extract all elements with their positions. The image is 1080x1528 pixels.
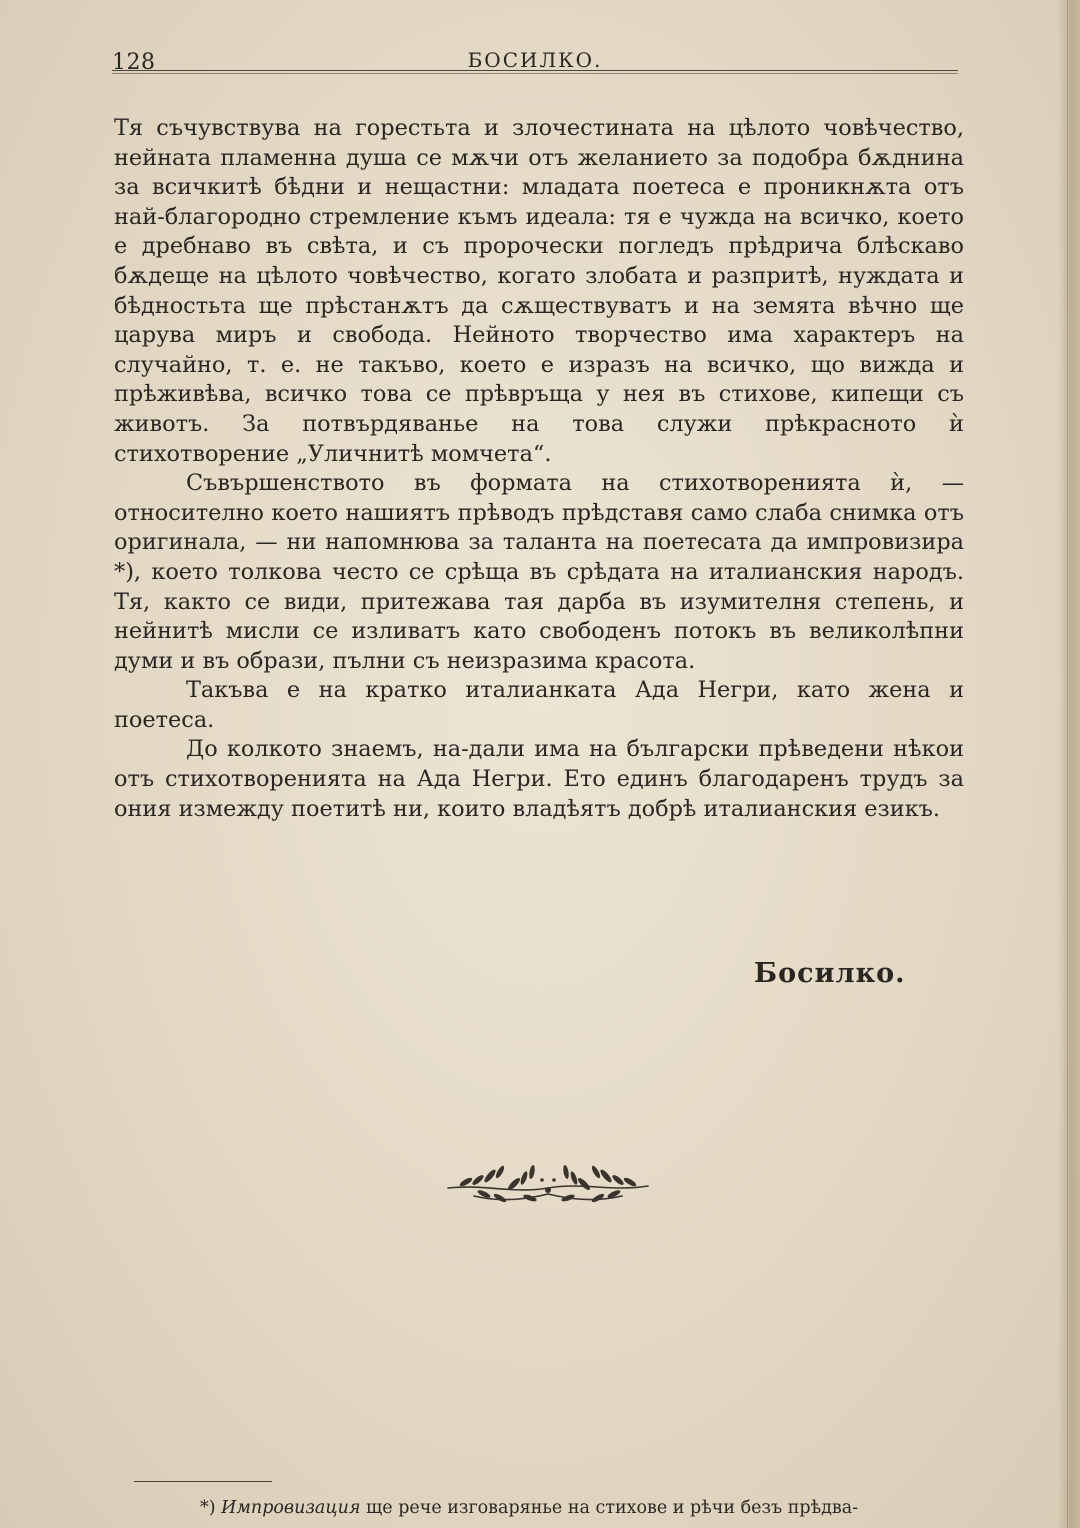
header-rule — [112, 70, 958, 71]
header-rule-secondary — [112, 73, 958, 74]
paragraph-1: Тя съчувствува на горестьта и злочестината на цѣлото човѣчество, нейната пламенна душа се мѫчи отъ желанието за подобра бѫднина за всичкитѣ бѣдни и нещастни: младата поетеса е проникнѫта отъ най-благородно стремление къмъ идеала: тя е чужда на всичко, което е дребнаво въ свѣта, и съ пророчески погледъ прѣдрича блѣскаво бѫдеще на цѣлото човѣчество, когато злобата и разпритѣ, нуждата и бѣдностьта ще прѣстанѫтъ да сѫществуватъ и на земята вѣчно ще царува миръ и свобода. Нейното творчество има характеръ на случайно, т. е. не такъво, което е изразъ на всичко, що вижда и прѣживѣва, всичко това се прѣвръща у нея въ стихове, кипещи съ животъ. За потвърдяванье на това служи прѣкрасното ѝ стихотворение „Уличнитѣ момчета“. — [114, 115, 964, 467]
footnote-rule — [134, 1481, 272, 1482]
page-number: 128 — [112, 50, 156, 75]
footnote-marker: *) — [200, 1498, 216, 1518]
footnote-term: Импровизация — [221, 1498, 361, 1518]
page-edge-shadow — [1058, 0, 1080, 1528]
leaf-garland-icon — [444, 1158, 652, 1210]
author-signature: Босилко. — [754, 958, 906, 989]
body-text — [114, 114, 964, 824]
footnote — [200, 1498, 980, 1518]
paragraph-3: Такъва е на кратко италианката Ада Негри, като жена и поетеса. — [114, 677, 964, 733]
running-title: БОСИЛКО. — [467, 48, 603, 72]
page-edge-line — [1067, 0, 1068, 1528]
paragraph-4: До колкото знаемъ, на-дали има на български прѣведени нѣкои отъ стихотворенията на Ада Негри. Ето единъ благодаренъ трудъ за ония измежду поетитѣ ни, които владѣятъ добрѣ италианския езикъ. — [114, 736, 964, 822]
paragraph-2: Съвършенството въ формата на стихотворенията ѝ, — относително което нашиятъ прѣводъ прѣдставя само слаба снимка отъ оригинала, — ни напомнюва за таланта на поетесата да импровизира *), което толкова често се срѣща въ срѣдата на италианския народъ. Тя, както се види, притежава тая дарба въ изумителня степень, и нейнитѣ мисли се изливатъ като свободенъ потокъ въ великолѣпни думи и въ образи, пълни съ неизразима красота. — [114, 470, 964, 674]
footnote-text: ще рече изговарянье на стихове и рѣчи безъ прѣдва- — [366, 1498, 859, 1518]
